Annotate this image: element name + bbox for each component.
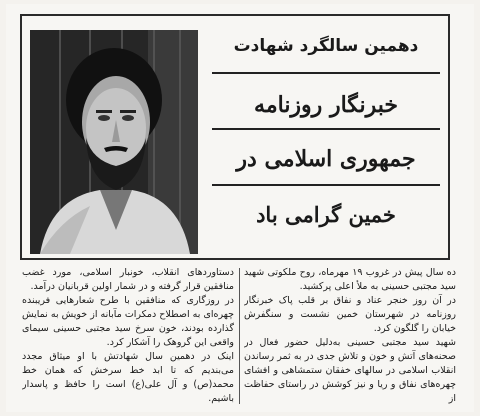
article-paragraph: دستاوردهای انقلاب، خونبار اسلامی، مورد غضب منافقین قرار گرفته و در شمار اولین قربانیان درآمد. xyxy=(22,267,234,292)
article-column-left xyxy=(22,266,234,406)
portrait-icon xyxy=(30,30,198,254)
headline-block xyxy=(204,14,448,260)
article-paragraph: در روزگاری که منافقین با طرح شعارهایی فریبنده چهره‌ای به اصطلاح دمکرات مآبانه از خویش به نمایش گذارده بودند، خون سرخ سید مجتبی حسینی سیمای واقعی این گروهک را آشکار کرد. xyxy=(22,295,234,348)
article-column-right xyxy=(244,266,456,406)
article-paragraph: اینک در دهمین سال شهادتش با او میثاق مجدد می‌بندیم که تا ابد خط سرخش که همان خط محمد(ص) و آل علی(ع) است را حافظ و پاسدار باشیم. xyxy=(22,351,234,404)
headline-rule-3 xyxy=(212,184,440,186)
article-paragraph: ده سال پیش در غروب ۱۹ مهرماه، روح ملکوتی شهید سید مجتبی حسینی به ملأ اعلی پرکشید. xyxy=(244,267,456,292)
headline-rule-1 xyxy=(212,72,440,74)
article-paragraph: در آن روز خنجر عناد و نفاق بر قلب پاک خبرنگار روزنامه در شهرستان خمین نشست و سنگفرش خیابان را گلگون کرد. xyxy=(244,295,456,334)
portrait-photo xyxy=(30,30,198,254)
headline-line-1: دهمین سالگرد شهادت xyxy=(233,36,419,56)
headline-rule-2 xyxy=(212,128,440,130)
column-divider xyxy=(239,268,240,404)
headline-line-2: خبرنگار روزنامه xyxy=(254,92,398,118)
article-paragraph: شهید سید مجتبی حسینی به‌دلیل حضور فعال در صحنه‌های آتش و خون و تلاش جدی در به ثمر رساندن انقلاب اسلامی در سالهای خفقان ستمشاهی و افشای چهره‌های نفاق و ریا و نیز کوشش در راستای حفاظت از xyxy=(244,337,456,404)
headline-line-3: جمهوری اسلامی در xyxy=(236,146,416,172)
headline-line-4: خمین گرامی باد xyxy=(256,202,396,227)
